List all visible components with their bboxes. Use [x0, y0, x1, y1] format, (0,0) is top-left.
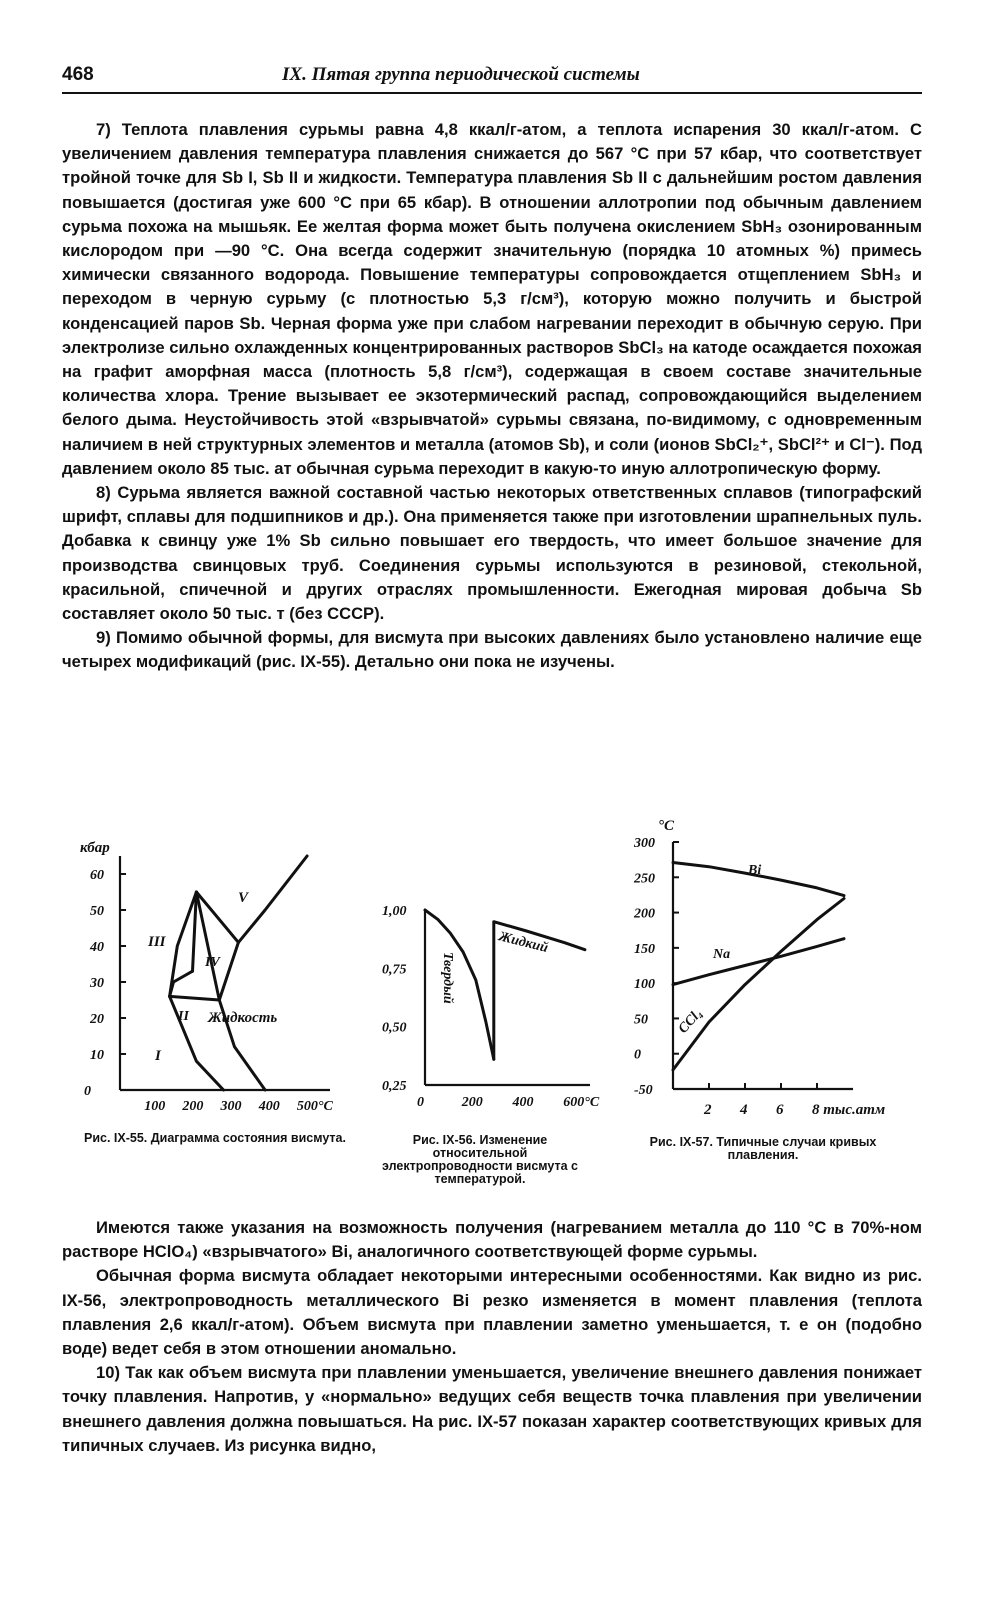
y-tick-label: 40 — [90, 940, 104, 955]
caption-ix-57: Рис. IX-57. Типичные случаи кривых плавления. — [649, 1135, 877, 1162]
figure-ix-56 — [380, 900, 610, 1115]
x-tick-label: 300 — [220, 1099, 242, 1114]
y-tick-label: 300 — [634, 836, 655, 851]
curve-label-ccl4: CCl₄ — [675, 1006, 706, 1037]
x-tick-label: 500°C — [296, 1099, 333, 1114]
x-tick-label: 200 — [182, 1099, 204, 1114]
y-tick-label: 0,25 — [382, 1079, 407, 1094]
melting-curves-chart — [628, 812, 908, 1132]
y-tick-label: 0 — [634, 1047, 641, 1063]
y-unit-label: кбар — [80, 840, 110, 856]
y-tick-label: 0,75 — [382, 962, 407, 978]
series-line-2 — [673, 899, 844, 1070]
x-tick-label: 600°C — [563, 1095, 600, 1110]
x-tick-label: 400 — [258, 1099, 280, 1114]
x-tick-label: 8 тыс.атм — [812, 1102, 886, 1118]
caption-ix-56: Рис. IX-56. Изменение относительной электропроводности висмута с температурой. — [382, 1133, 578, 1186]
region-label-liquid: Жидкость — [208, 1010, 278, 1026]
curve-label-na: Na — [713, 947, 731, 962]
paragraph-8: 8) Сурьма является важной составной частью некоторых ответственных сплавов (типографский шрифт, сплавы для подшипников и др.). Она применяется также при изготовлении шрапнельных пуль. Добавка к свинцу уже 1% Sb сильно повышает его твердость, что имеет большое значение для производства свинцовых труб. Соединения сурьмы используются в резиновой, стекольной, красильной, спичечной и других отраслях промышленности. Ежегодная мировая добыча Sb составляет около 50 тыс. т (без СССР). — [62, 483, 922, 624]
y-tick-label: 250 — [634, 871, 655, 887]
figure-ix-57 — [628, 812, 908, 1132]
boundary-line-4 — [219, 942, 238, 1000]
text-block-bottom — [62, 1216, 922, 1458]
figure-ix-55 — [80, 838, 350, 1128]
boundary-line-6 — [238, 856, 307, 942]
y-tick-label: 20 — [90, 1012, 104, 1027]
x-tick-label: 200 — [461, 1095, 483, 1110]
y-tick-label: 150 — [634, 941, 655, 957]
paragraph-7: 7) Теплота плавления сурьмы равна 4,8 ккал/г-атом, а теплота испарения 30 ккал/г-атом. С увеличением давления температура плавления снижается до 567 °С при 57 кбар, что соответствует тройной точке для Sb I, Sb II и жидкости. Температура плавления Sb II с дальнейшим ростом давления повышается (достигая уже 600 °С при 65 кбар). В отношении аллотропии под обычным давлением сурьма похожа на мышьяк. Ее желтая форма может быть получена окислением SbH₃ озонированным кислородом при —90 °С. Она всегда содержит значительную (порядка 10 атомных %) примесь химически связанного водорода. Повышение температуры сопровождается отщеплением SbH₃ и переходом в черную сурьму (с плотностью 5,3 г/см³), которую можно получить и быстрой конденсацией паров Sb. Черная форма уже при слабом нагревании переходит в обычную серую. При электролизе сильно охлажденных концентрированных растворов SbCl₃ на катоде осаждается похожая на графит аморфная масса (плотность 5,8 г/см³), содержащая в своем составе значительные количества хлора. Трение вызывает ее экзотермический распад, сопровождающийся выделением белого дыма. Неустойчивость этой «взрывчатой» сурьмы связана, по-видимому, с одновременным наличием в ней структурных элементов и металла (атомов Sb), и соли (ионов SbCl₂⁺, SbCl²⁺ и Cl⁻). Под давлением около 85 тыс. ат обычная сурьма переходит в какую-то иную аллотропическую форму. — [62, 120, 922, 478]
x-tick-label: 400 — [512, 1095, 534, 1110]
region-label-iv: IV — [205, 955, 220, 970]
y-unit-label: °C — [658, 818, 675, 834]
y-tick-label: 200 — [634, 906, 655, 922]
boundary-line-3 — [196, 892, 219, 1000]
x-tick-label: 6 — [776, 1102, 784, 1118]
label-liquid: Жидкий — [497, 929, 550, 957]
series-line-1 — [673, 939, 844, 985]
y-tick-label: -50 — [634, 1083, 653, 1098]
page-header — [62, 62, 922, 94]
region-label-ii: II — [178, 1009, 189, 1024]
conductivity-chart — [380, 900, 610, 1115]
boundary-line-1 — [170, 996, 220, 1000]
x-tick-label: 0 — [417, 1095, 424, 1110]
label-solid: Твердый — [440, 952, 455, 1004]
y-tick-label: 50 — [90, 904, 104, 919]
y-tick-label: 50 — [634, 1012, 648, 1028]
region-label-v: V — [238, 890, 249, 906]
phase-diagram-bismuth — [80, 838, 350, 1128]
page-number: 468 — [62, 64, 94, 85]
running-head: IX. Пятая группа периодической системы — [282, 64, 640, 85]
x-tick-label: 2 — [704, 1102, 712, 1118]
region-label-iii: III — [148, 934, 166, 950]
x-tick-label: 4 — [740, 1102, 748, 1118]
caption-ix-55: Рис. IX-55. Диаграмма состояния висмута. — [84, 1131, 346, 1145]
curve-label-bi: Bi — [748, 863, 762, 878]
y-tick-label: 1,00 — [382, 904, 407, 919]
series-line-0 — [425, 910, 494, 1059]
region-label-i: I — [155, 1048, 161, 1064]
y-tick-label: 30 — [90, 976, 104, 991]
paragraph-9: 9) Помимо обычной формы, для висмута при высоких давлениях было установлено наличие еще четырех модификаций (рис. IX-55). Детально они пока не изучены. — [62, 628, 922, 672]
y-tick-label: 0 — [84, 1084, 91, 1099]
text-block-top — [62, 118, 922, 675]
y-tick-label: 10 — [90, 1048, 104, 1063]
y-tick-label: 60 — [90, 868, 104, 883]
paragraph-bi-properties: Обычная форма висмута обладает некоторыми интересными особенностями. Как видно из рис. IX-56, электропроводность металлического Bi резко изменяется в момент плавления (теплота плавления 2,6 ккал/г-атом). Объем висмута при плавлении заметно уменьшается, т. е он (подобно воде) ведет себя в этом отношении аномально. — [62, 1266, 922, 1359]
y-tick-label: 100 — [634, 977, 655, 993]
x-tick-label: 100 — [144, 1099, 166, 1114]
paragraph-10: 10) Так как объем висмута при плавлении уменьшается, увеличение внешнего давления понижает точку плавления. Напротив, у «нормально» ведущих себя веществ точка плавления при увеличении внешнего давления должна повышаться. На рис. IX-57 показан характер соответствующих кривых для типичных случаев. Из рисунка видно, — [62, 1363, 922, 1455]
paragraph-bi-explosive: Имеются также указания на возможность получения (нагреванием металла до 110 °С в 70%-ном растворе HClO₄) «взрывчатого» Bi, аналогичного соответствующей форме сурьмы. — [62, 1218, 922, 1262]
y-tick-label: 0,50 — [382, 1020, 407, 1036]
